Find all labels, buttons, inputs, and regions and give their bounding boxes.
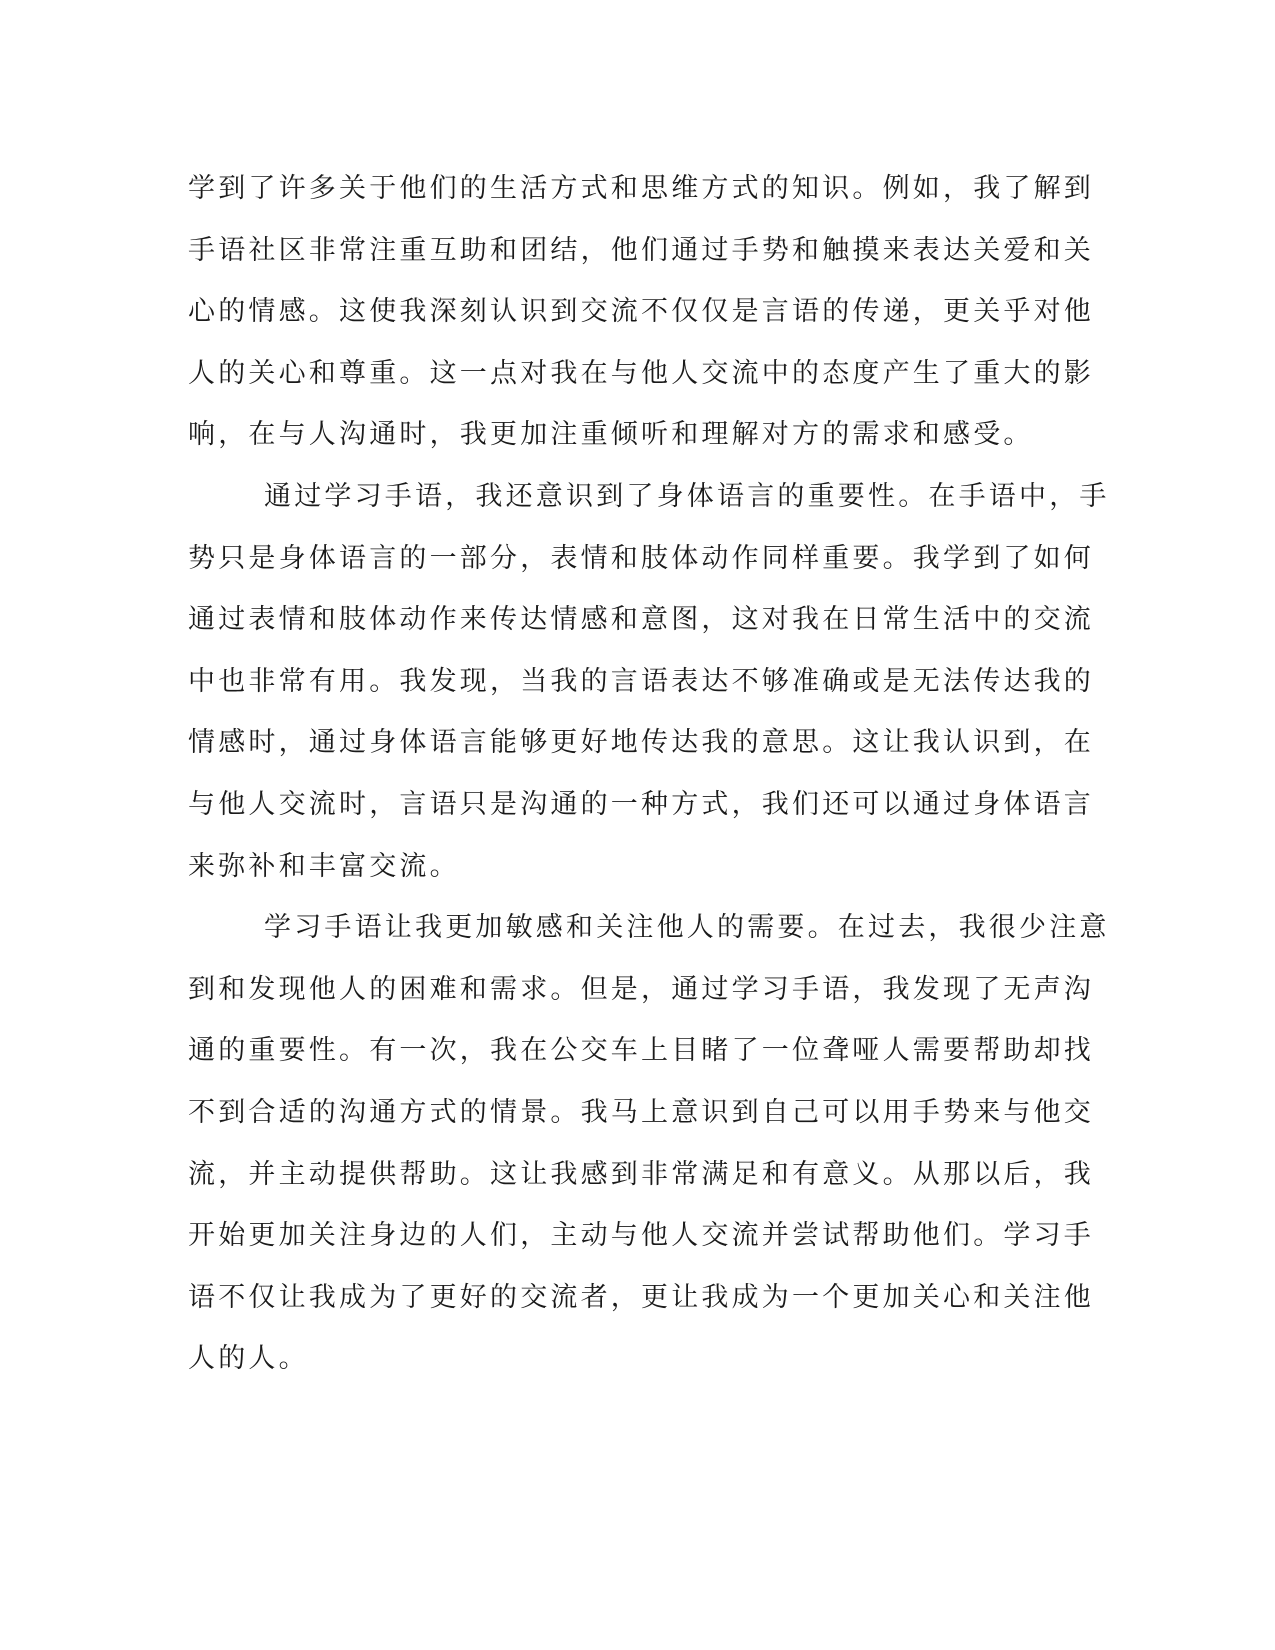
- document-body: [188, 158, 1110, 1390]
- text-line: 人的关心和尊重。这一点对我在与他人交流中的态度产生了重大的影: [188, 357, 1094, 389]
- paragraph: [188, 466, 1110, 897]
- text-line: 人的人。: [188, 1343, 309, 1375]
- text-line: 手语社区非常注重互助和团结，他们通过手势和触摸来表达关爱和关: [188, 234, 1094, 266]
- text-line: 中也非常有用。我发现，当我的言语表达不够准确或是无法传达我的: [188, 665, 1094, 697]
- text-line: 到和发现他人的困难和需求。但是，通过学习手语，我发现了无声沟: [188, 973, 1094, 1005]
- text-line: 心的情感。这使我深刻认识到交流不仅仅是言语的传递，更关乎对他: [188, 296, 1094, 328]
- text-line: 与他人交流时，言语只是沟通的一种方式，我们还可以通过身体语言: [188, 788, 1094, 820]
- text-line: 学习手语让我更加敏感和关注他人的需要。在过去，我很少注意: [264, 912, 1110, 944]
- text-line: 流，并主动提供帮助。这让我感到非常满足和有意义。从那以后，我: [188, 1158, 1094, 1190]
- text-line: 通的重要性。有一次，我在公交车上目睹了一位聋哑人需要帮助却找: [188, 1035, 1094, 1067]
- text-line: 开始更加关注身边的人们，主动与他人交流并尝试帮助他们。学习手: [188, 1220, 1094, 1252]
- text-line: 不到合适的沟通方式的情景。我马上意识到自己可以用手势来与他交: [188, 1096, 1094, 1128]
- text-line: 来弥补和丰富交流。: [188, 850, 460, 882]
- text-line: 语不仅让我成为了更好的交流者，更让我成为一个更加关心和关注他: [188, 1281, 1094, 1313]
- text-line: 势只是身体语言的一部分，表情和肢体动作同样重要。我学到了如何: [188, 542, 1094, 574]
- text-line: 响，在与人沟通时，我更加注重倾听和理解对方的需求和感受。: [188, 419, 1034, 451]
- paragraph: [188, 158, 1094, 466]
- paragraph: [188, 897, 1110, 1390]
- text-line: 学到了许多关于他们的生活方式和思维方式的知识。例如，我了解到: [188, 173, 1094, 204]
- text-line: 通过表情和肢体动作来传达情感和意图，这对我在日常生活中的交流: [188, 604, 1094, 636]
- text-line: 通过学习手语，我还意识到了身体语言的重要性。在手语中，手: [264, 480, 1110, 512]
- text-line: 情感时，通过身体语言能够更好地传达我的意思。这让我认识到，在: [188, 727, 1094, 759]
